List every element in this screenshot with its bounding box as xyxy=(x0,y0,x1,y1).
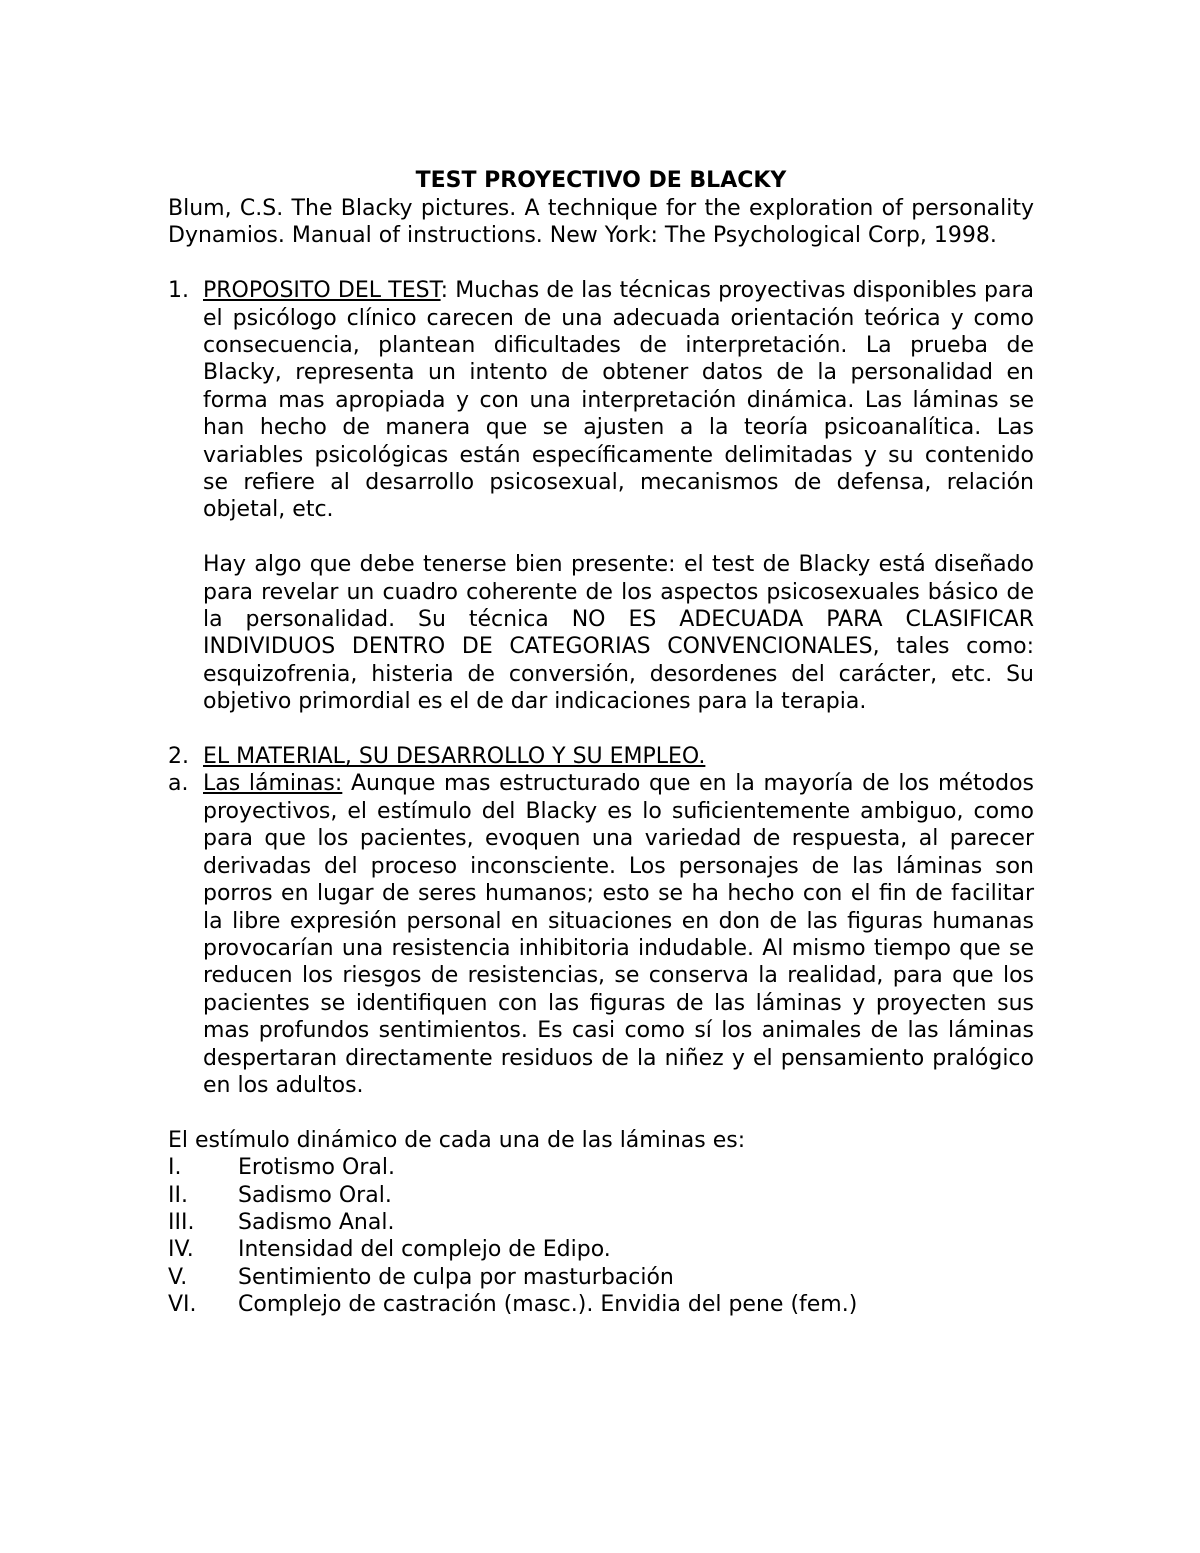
list-item xyxy=(168,1291,1034,1318)
list-item xyxy=(168,1264,1034,1291)
section-1-paragraph-2: Hay algo que debe tenerse bien presente: el test de Blacky está diseñado para revelar un cuadro coherente de los aspectos psicosexuales básico de la personalidad. Su técnica NO ES ADECUADA PARA CLASIFICAR INDIVIDUOS DENTRO DE CATEGORIAS CONVENCIONALES, tales como: esquizofrenia, histeria de conversión, desordenes del carácter, etc. Su objetivo primordial es el de dar indicaciones para la terapia. xyxy=(203,552,1034,715)
section-1-number: 1. xyxy=(168,278,189,304)
list-item-text: Sadismo Anal. xyxy=(238,1209,395,1235)
spacer xyxy=(168,250,1034,277)
list-item-text: Erotismo Oral. xyxy=(238,1155,395,1181)
section-2 xyxy=(168,743,1034,770)
spacer xyxy=(203,524,1034,551)
section-1 xyxy=(168,277,1034,715)
list-item xyxy=(168,1154,1034,1181)
list-item-numeral: IV. xyxy=(168,1237,194,1263)
spacer xyxy=(168,716,1034,743)
document-page xyxy=(168,166,1034,1319)
section-2-heading: EL MATERIAL, SU DESARROLLO Y SU EMPLEO. xyxy=(203,744,706,770)
section-2a-heading: Las láminas: xyxy=(203,771,343,797)
list-item-numeral: I. xyxy=(168,1155,182,1181)
list-item xyxy=(168,1182,1034,1209)
stimulus-intro: El estímulo dinámico de cada una de las láminas es: xyxy=(168,1127,746,1153)
spacer xyxy=(168,1099,1034,1126)
section-2a-paragraph xyxy=(203,770,1034,1099)
section-1-paragraph-1 xyxy=(203,277,1034,524)
list-item-text: Sadismo Oral. xyxy=(238,1182,392,1208)
list-item-numeral: II. xyxy=(168,1182,188,1208)
section-1-heading: PROPOSITO DEL TEST xyxy=(203,278,441,304)
stimulus-list xyxy=(168,1154,1034,1318)
list-item-text: Intensidad del complejo de Edipo. xyxy=(238,1237,611,1263)
document-title: TEST PROYECTIVO DE BLACKY xyxy=(415,168,787,193)
section-2a-marker: a. xyxy=(168,771,189,797)
section-2a xyxy=(168,770,1034,1099)
list-item-numeral: V. xyxy=(168,1264,188,1290)
list-item xyxy=(168,1209,1034,1236)
section-1-heading-colon: : xyxy=(440,278,449,304)
section-1-text: Muchas de las técnicas proyectivas disponibles para el psicólogo clínico carecen de una adecuada orientación teórica y como consecuencia, plantean dificultades de interpretación. La prueba de Blacky, representa un intento de obtener datos de la personalidad en forma mas apropiada y con una interpretación dinámica. Las láminas se han hecho de manera que se ajusten a la teoría psicoanalítica. Las variables psicológicas están específicamente delimitadas y su contenido se refiere al desarrollo psicosexual, mecanismos de defensa, relación objetal, etc. xyxy=(203,278,1034,523)
citation: Blum, C.S. The Blacky pictures. A technique for the exploration of personality Dynamios. Manual of instructions. New York: The Psychological Corp, 1998. xyxy=(168,196,1034,249)
list-item-numeral: VI. xyxy=(168,1292,197,1318)
list-item xyxy=(168,1236,1034,1263)
list-item-text: Complejo de castración (masc.). Envidia del pene (fem.) xyxy=(238,1292,858,1318)
list-item-text: Sentimiento de culpa por masturbación xyxy=(238,1264,674,1290)
section-2a-text: Aunque mas estructurado que en la mayoría de los métodos proyectivos, el estímulo del Blacky es lo suficientemente ambiguo, como para que los pacientes, evoquen una variedad de respuesta, al parecer derivadas del proceso inconsciente. Los personajes de las láminas son porros en lugar de seres humanos; esto se ha hecho con el fin de facilitar la libre expresión personal en situaciones en don de las figuras humanas provocarían una resistencia inhibitoria indudable. Al mismo tiempo que se reducen los riesgos de resistencias, se conserva la realidad, para que los pacientes se identifiquen con las figuras de las láminas y proyecten sus mas profundos sentimientos. Es casi como sí los animales de las láminas despertaran directamente residuos de la niñez y el pensamiento pralógico en los adultos. xyxy=(203,771,1034,1098)
list-item-numeral: III. xyxy=(168,1209,195,1235)
section-2-number: 2. xyxy=(168,744,189,770)
